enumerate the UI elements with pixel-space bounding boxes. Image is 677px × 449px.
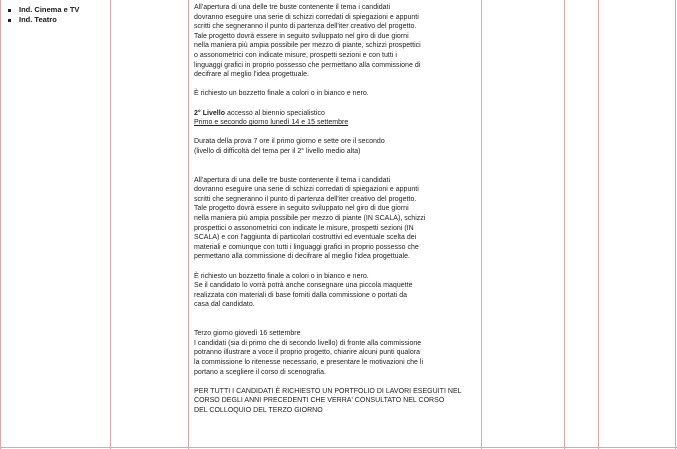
text-line: potranno illustrare a voce il proprio progetto, chiarire alcuni punti qualora xyxy=(194,349,421,357)
list-item xyxy=(6,5,79,15)
text-line: realizzata con materiali di base forniti dalla commissione o portati da xyxy=(194,291,408,299)
indirizzi-list xyxy=(6,5,79,25)
text-line: dovranno eseguire una serie di schizzi corredati di spiegazioni e appunti xyxy=(194,13,419,21)
text-line: dovranno eseguire una serie di schizzi corredati di spiegazioni e appunti xyxy=(194,186,419,194)
paragraph-maquette xyxy=(194,272,476,310)
text-line: PER TUTTI I CANDIDATI È RICHIESTO UN PORTFOLIO DI LAVORI ESEGUITI NEL xyxy=(194,387,462,395)
text-line: Durata della prova 7 ore il primo giorno e sette ore il secondo xyxy=(194,138,385,146)
text-line: Tale progetto dovrà essere in seguito sviluppato nel giro di due giorni xyxy=(194,205,409,213)
duration-info xyxy=(194,137,476,156)
text-line: SCALA) e con l'aggiunta di particolari costruttivi ed eventuale scelta dei xyxy=(194,234,417,242)
paragraph-third-day xyxy=(194,329,476,377)
table-border-right xyxy=(675,0,676,449)
text-line: prospettici o assonometrici con indicate le misure, prospetti sezioni (IN xyxy=(194,224,414,232)
text-line: nella maniera più ampia possibile per mezzo di piante, schizzi prospettici xyxy=(194,42,421,50)
level-title: 2° Livello xyxy=(194,109,226,117)
text-line: All'apertura di una delle tre buste contenente il tema i candidati xyxy=(194,176,391,184)
sketch-requirement: È richiesto un bozzetto finale a colori o in bianco e nero. xyxy=(194,90,369,98)
text-line: (livello di difficoltà del tema per il 2° livello medio alta) xyxy=(194,147,361,155)
level-subtitle: accesso al biennio specialistico xyxy=(225,109,325,117)
text-line: portano a scegliere il corso di scenografia. xyxy=(194,368,327,376)
table-border-left xyxy=(0,0,1,449)
text-line: scritti che segneranno il punto di partenza dell'iter creativo del progetto. xyxy=(194,23,417,31)
bullet-icon xyxy=(8,9,11,12)
text-line: la commissione lo ritenesse necessario, e presentare le motivazioni che li xyxy=(194,358,424,366)
text-line: È richiesto un bozzetto finale a colori o in bianco e nero. xyxy=(194,272,369,280)
text-line: nella maniera più ampia possibile per mezzo di piante (IN SCALA), schizzi xyxy=(194,215,426,223)
list-item-label: Ind. Teatro xyxy=(19,15,57,24)
table-border-col5 xyxy=(598,0,599,449)
text-line: casa dal candidato. xyxy=(194,301,255,309)
text-line: Terzo giorno giovedì 16 settembre xyxy=(194,330,301,338)
text-line: All'apertura di una delle tre buste contenente il tema i candidati xyxy=(194,4,391,11)
table-border-bottom xyxy=(0,447,677,448)
table-border-col2 xyxy=(188,0,189,449)
text-line: Tale progetto dovrà essere in seguito sviluppato nel giro di due giorni xyxy=(194,32,409,40)
text-line: materiali e comunque con tutti i linguaggi grafici in proprio possesso che xyxy=(194,243,419,251)
level-heading xyxy=(194,109,476,119)
text-line: scritti che segneranno il punto di partenza dell'iter creativo del progetto. xyxy=(194,195,417,203)
paragraph-first-level-intro xyxy=(194,3,476,80)
list-item-label: Ind. Cinema e TV xyxy=(19,5,80,14)
exam-description xyxy=(194,3,476,416)
table-border-col3 xyxy=(481,0,482,449)
level-dates: Primo e secondo giorno lunedì 14 e 15 settembre xyxy=(194,119,349,127)
text-line: decifrare al meglio l'idea progettuale. xyxy=(194,71,309,79)
text-line: o assonometrici con indicate misure, prospetti sezioni e con tutti i xyxy=(194,51,397,59)
text-line: CORSO DEGLI ANNI PRECEDENTI CHE VERRA' CONSULTATO NEL CORSO xyxy=(194,397,445,405)
text-line: linguaggi grafici in proprio possesso che permettano alla commissione di xyxy=(194,61,421,69)
paragraph-portfolio-notice xyxy=(194,387,476,416)
text-line: Se il candidato lo vorrà potrà anche consegnare una piccola maquette xyxy=(194,282,413,290)
text-line: I candidati (sia di primo che di secondo livello) di fronte alla commissione xyxy=(194,339,422,347)
list-item xyxy=(6,15,79,25)
table-border-col4 xyxy=(564,0,565,449)
bullet-icon xyxy=(8,19,11,22)
table-border-col1 xyxy=(110,0,111,449)
paragraph-second-level-intro xyxy=(194,176,476,262)
text-line: DEL COLLOQUIO DEL TERZO GIORNO xyxy=(194,406,323,414)
text-line: permettano alla commissione di decifrare al meglio l'idea progettuale. xyxy=(194,253,410,261)
